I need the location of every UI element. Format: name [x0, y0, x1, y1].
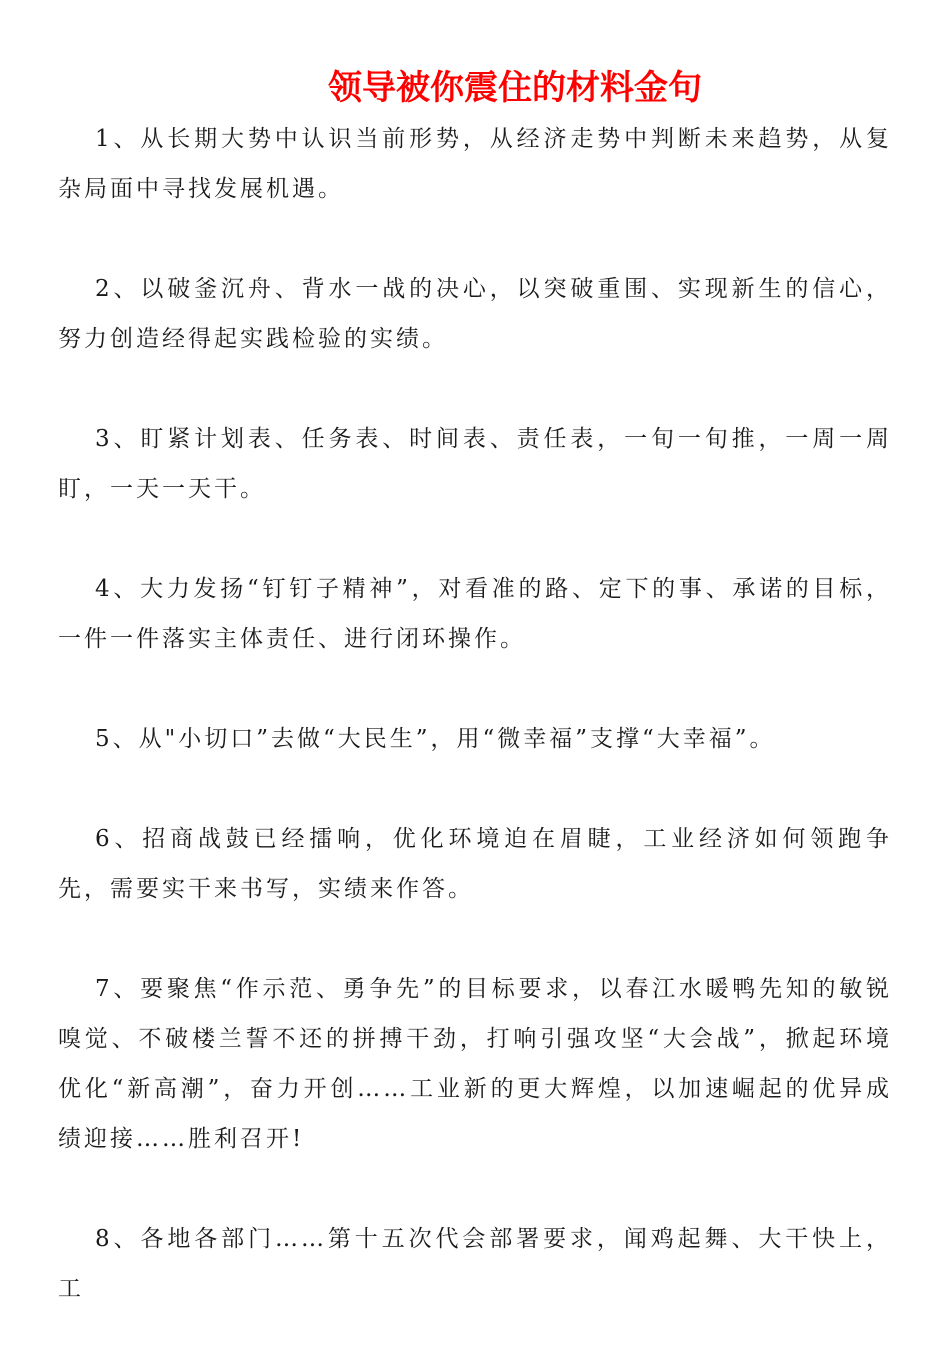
paragraph-6: 6、招商战鼓已经擂响，优化环境迫在眉睫，工业经济如何领跑争先，需要实干来书写，实绩来作答。 [58, 826, 892, 902]
paragraph-1: 1、从长期大势中认识当前形势，从经济走势中判断未来趋势，从复杂局面中寻找发展机遇。 [58, 126, 892, 202]
paragraph-7: 7、要聚焦“作示范、勇争先”的目标要求，以春江水暖鸭先知的敏锐嗅觉、不破楼兰誓不还的拼搏干劲，打响引强攻坚“大会战”，掀起环境优化“新高潮”，奋力开创……工业新的更大辉煌，以加速崛起的优异成绩迎接……胜利召开! [58, 976, 892, 1152]
document-body [58, 114, 892, 1364]
title-container [300, 64, 730, 112]
paragraph-3: 3、盯紧计划表、任务表、时间表、责任表，一旬一旬推，一周一周盯，一天一天干。 [58, 426, 892, 502]
paragraph-5: 5、从"小切口”去做“大民生”，用“微幸福”支撑“大幸福”。 [95, 726, 776, 752]
paragraph-8: 8、各地各部门……第十五次代会部署要求，闻鸡起舞、大干快上，工 [58, 1226, 892, 1302]
page-title: 领导被你震住的材料金句 [328, 68, 702, 108]
paragraph-4: 4、大力发扬“钉钉子精神”，对看准的路、定下的事、承诺的目标，一件一件落实主体责任、进行闭环操作。 [58, 576, 892, 652]
paragraph-2: 2、以破釜沉舟、背水一战的决心，以突破重围、实现新生的信心，努力创造经得起实践检验的实绩。 [58, 276, 892, 352]
